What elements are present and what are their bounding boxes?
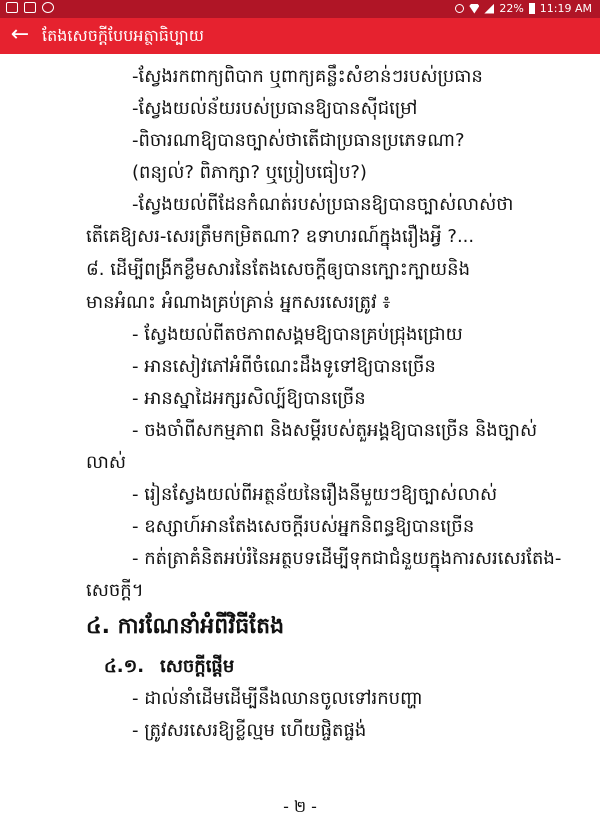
document-page[interactable] [0, 54, 600, 816]
text-line: - ដាល់នាំដើមដើម្បីនឹងឈានចូលទៅរកបញ្ហា [132, 688, 423, 709]
text-line: - ស្វែងយល់ពីតថភាពសង្គមឱ្យបានគ្រប់ជ្រុងជ្រោយ [132, 324, 463, 345]
text-line: (ពន្យល់? ពិភាក្សា? ឬប្រៀបធៀប?) [132, 162, 367, 183]
subsection-title: សេចក្តីផ្តើម [160, 656, 235, 677]
page-title: តែងសេចក្តីបែបអត្ថាធិប្បាយ [42, 26, 204, 45]
text-line: ៨. ដើម្បីពង្រីកខ្លឹមសារនៃតែងសេចក្តីឲ្យបានក្បោះក្បាយនិង [86, 259, 471, 280]
text-line: - អានស្នាដៃអក្សរសិល្ប៍ឱ្យបានច្រើន [132, 388, 366, 409]
wifi-icon [469, 4, 479, 14]
back-arrow-icon[interactable]: ← [10, 22, 30, 47]
text-line: សេចក្តី។ [86, 580, 144, 601]
app-notification-icon [42, 2, 54, 13]
battery-icon [529, 3, 535, 14]
page-number: - ២ - [283, 797, 317, 816]
text-line: -ស្វែងរកពាក្យពិបាក ឬពាក្យគន្លឹះសំខាន់ៗរបស់ប្រធាន [132, 66, 483, 87]
text-line: - អានសៀវភៅអំពីចំណេះដឹងទូទៅឱ្យបានច្រើន [132, 356, 436, 377]
text-line: - ចងចាំពីសកម្មភាព និងសម្តីរបស់តួអង្គឱ្យបានច្រើន និងច្បាស់ [132, 420, 538, 441]
text-line: - ត្រូវសរសេរឱ្យខ្លីល្មម ហើយផ្ចិតផ្ចង់ [132, 720, 367, 741]
nfc-icon [455, 4, 464, 13]
text-line: -ស្វែងយល់ន័យរបស់ប្រធានឱ្យបានស៊ីជម្រៅ [132, 98, 418, 119]
battery-percent: 22% [499, 2, 524, 15]
system-status [455, 2, 592, 15]
text-line: មានអំណះ អំណាងគ្រប់គ្រាន់ អ្នកសរសេរត្រូវ ៖ [86, 292, 391, 313]
text-line: លាស់ [86, 452, 126, 473]
app-bar [0, 18, 600, 54]
clock: 11:19 AM [539, 2, 592, 15]
section-heading: ៤. ការណែនាំអំពីវិធីតែង [86, 614, 285, 639]
image-icon [6, 2, 18, 13]
subsection-number: ៤.១. [104, 656, 145, 677]
text-line: - ឧស្សាហ៍អានតែងសេចក្តីរបស់អ្នកនិពន្ធឱ្យបានច្រើន [132, 516, 475, 537]
text-line: -ពិចារណាឱ្យបានច្បាស់ថាតើជាប្រធានប្រភេទណា? [132, 130, 465, 151]
text-line: - កត់ត្រាគំនិតអប់រំនៃអត្ថបទដើម្បីទុកជាជំនួយក្នុងការសរសេរតែង- [132, 548, 562, 569]
text-line: -ស្វែងយល់ពីដែនកំណត់របស់ប្រធានឱ្យបានច្បាស់លាស់ថា [132, 194, 514, 215]
text-line: - រៀនស្វែងយល់ពីអត្ថន័យនៃរឿងនីមួយៗឱ្យច្បាស់លាស់ [132, 484, 498, 505]
text-line: តើគេឱ្យសរ-សេរត្រឹមកម្រិតណា? ឧទាហរណ៍ក្នុងរឿងអ្វី ?... [86, 226, 475, 247]
notification-icons [6, 2, 54, 13]
signal-icon [484, 4, 494, 14]
status-bar [0, 0, 600, 18]
download-icon [24, 2, 36, 13]
